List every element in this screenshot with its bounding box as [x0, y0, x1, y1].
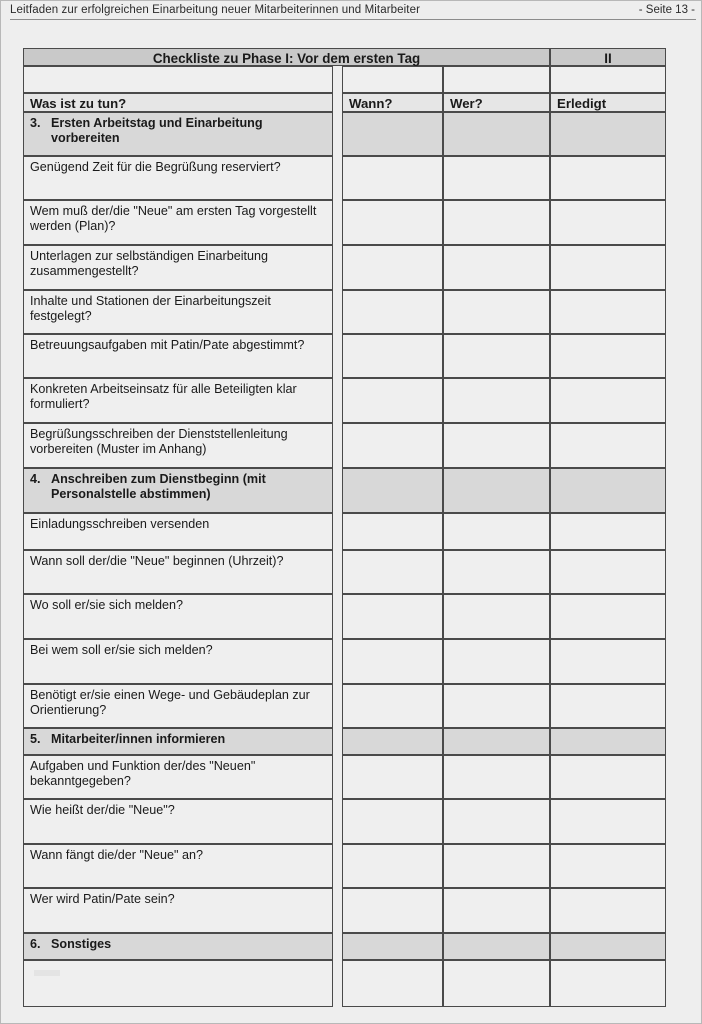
column-header-who-container	[443, 93, 550, 112]
entry-who-cell[interactable]	[443, 245, 550, 290]
task-cell	[23, 639, 333, 684]
table-row	[23, 200, 666, 245]
entry-who-cell[interactable]	[443, 423, 550, 468]
entry-when-cell-container	[342, 844, 443, 888]
table-row	[23, 684, 666, 728]
phase-marker-container	[550, 48, 666, 66]
entry-who-cell-container	[443, 290, 550, 334]
table-row	[23, 594, 666, 639]
section-when-cell-container	[342, 468, 443, 513]
entry-done-cell[interactable]	[550, 513, 666, 550]
entry-done-cell-container	[550, 156, 666, 200]
section-done-cell[interactable]	[550, 728, 666, 755]
checklist-table-container	[23, 48, 666, 1007]
section-who-cell-container	[443, 112, 550, 156]
entry-done-cell-container	[550, 378, 666, 423]
section-heading-cell-container	[23, 468, 333, 513]
entry-done-cell-container	[550, 245, 666, 290]
task-cell	[23, 200, 333, 245]
entry-who-cell-container	[443, 156, 550, 200]
section-row	[23, 468, 666, 513]
column-gap	[333, 594, 342, 639]
entry-who-cell[interactable]	[443, 334, 550, 378]
entry-who-cell-container	[443, 888, 550, 933]
task-cell-container	[23, 156, 333, 200]
checklist-title: Checkliste zu Phase I: Vor dem ersten Tag	[23, 48, 550, 66]
entry-done-cell-container	[550, 639, 666, 684]
entry-when-cell-container	[342, 550, 443, 594]
checklist-table	[23, 48, 666, 1007]
entry-when-cell-container	[342, 799, 443, 844]
entry-who-cell-container	[443, 844, 550, 888]
column-gap	[333, 684, 342, 728]
task-cell	[23, 290, 333, 334]
entry-who-cell[interactable]	[443, 639, 550, 684]
entry-who-cell[interactable]	[443, 513, 550, 550]
column-gap	[333, 513, 342, 550]
entry-done-cell[interactable]	[550, 156, 666, 200]
entry-done-cell-container	[550, 684, 666, 728]
entry-who-cell[interactable]	[443, 799, 550, 844]
task-cell	[23, 550, 333, 594]
section-row	[23, 933, 666, 960]
section-when-cell-container	[342, 728, 443, 755]
entry-who-cell[interactable]	[443, 200, 550, 245]
task-cell-container	[23, 550, 333, 594]
task-label: Wo soll er/sie sich melden?	[30, 598, 184, 612]
section-heading-cell	[23, 112, 333, 156]
section-label: Sonstiges	[51, 937, 112, 951]
section-who-cell[interactable]	[443, 112, 550, 156]
entry-when-cell-container	[342, 200, 443, 245]
entry-when-cell-container	[342, 423, 443, 468]
entry-done-cell-container	[550, 799, 666, 844]
section-number: 4.	[30, 472, 41, 486]
task-cell	[23, 423, 333, 468]
table-row	[23, 290, 666, 334]
column-gap	[333, 799, 342, 844]
column-header-when-container	[342, 93, 443, 112]
table-row	[23, 334, 666, 378]
entry-when-cell-container	[342, 156, 443, 200]
entry-when-cell[interactable]	[342, 156, 443, 200]
entry-when-cell-container	[342, 960, 443, 1007]
entry-when-cell-container	[342, 290, 443, 334]
entry-done-cell-container	[550, 423, 666, 468]
entry-when-cell[interactable]	[342, 550, 443, 594]
entry-done-cell-container	[550, 200, 666, 245]
column-gap	[333, 334, 342, 378]
entry-when-cell[interactable]	[342, 200, 443, 245]
column-gap	[333, 755, 342, 799]
section-done-cell-container	[550, 468, 666, 513]
section-who-cell[interactable]	[443, 468, 550, 513]
task-label: Wie heißt der/die "Neue"?	[30, 803, 175, 817]
task-cell	[23, 378, 333, 423]
section-heading-cell	[23, 728, 333, 755]
running-head-page-number: - Seite 13 -	[638, 4, 695, 16]
task-label: Bei wem soll er/sie sich melden?	[30, 643, 213, 657]
phase-marker: II	[550, 48, 666, 66]
section-who-cell[interactable]	[443, 933, 550, 960]
column-header-task: Was ist zu tun?	[23, 93, 333, 112]
entry-who-cell[interactable]	[443, 378, 550, 423]
column-gap	[333, 93, 342, 112]
task-cell-container	[23, 639, 333, 684]
section-when-cell[interactable]	[342, 933, 443, 960]
task-cell	[23, 156, 333, 200]
running-head	[10, 3, 696, 20]
section-heading-cell-container	[23, 933, 333, 960]
section-row	[23, 112, 666, 156]
task-cell-container	[23, 513, 333, 550]
task-cell	[23, 960, 333, 1007]
section-label: Mitarbeiter/innen informieren	[51, 732, 226, 746]
column-gap	[333, 728, 342, 755]
entry-done-cell[interactable]	[550, 888, 666, 933]
entry-who-cell-container	[443, 594, 550, 639]
task-cell-container	[23, 245, 333, 290]
section-done-cell[interactable]	[550, 468, 666, 513]
section-who-cell-container	[443, 933, 550, 960]
task-cell-container	[23, 888, 333, 933]
task-cell	[23, 684, 333, 728]
section-done-cell-container	[550, 728, 666, 755]
entry-when-cell-container	[342, 378, 443, 423]
entry-done-cell-container	[550, 290, 666, 334]
entry-who-cell-container	[443, 245, 550, 290]
running-head-title: Leitfaden zur erfolgreichen Einarbeitung neuer Mitarbeiterinnen und Mitarbeiter	[10, 4, 421, 16]
task-label: Aufgaben und Funktion der/des "Neuen" bekanntgegeben?	[30, 759, 256, 789]
table-header-row	[23, 93, 666, 112]
entry-who-cell-container	[443, 334, 550, 378]
task-label: Inhalte und Stationen der Einarbeitungszeit festgelegt?	[30, 294, 271, 324]
table-row	[23, 639, 666, 684]
section-done-cell[interactable]	[550, 933, 666, 960]
blank-cell-when-container	[342, 66, 443, 93]
entry-who-cell-container	[443, 378, 550, 423]
entry-when-cell-container	[342, 684, 443, 728]
entry-when-cell[interactable]	[342, 960, 443, 1007]
section-heading-cell-container	[23, 112, 333, 156]
column-gap	[333, 960, 342, 1007]
entry-done-cell[interactable]	[550, 594, 666, 639]
entry-when-cell[interactable]	[342, 378, 443, 423]
entry-who-cell-container	[443, 755, 550, 799]
task-cell	[23, 844, 333, 888]
task-cell-container	[23, 378, 333, 423]
task-cell-container	[23, 290, 333, 334]
table-row	[23, 423, 666, 468]
table-row	[23, 888, 666, 933]
column-gap	[333, 200, 342, 245]
task-cell-container	[23, 799, 333, 844]
entry-when-cell[interactable]	[342, 594, 443, 639]
column-gap	[333, 112, 342, 156]
table-blank-row	[23, 66, 666, 93]
entry-who-cell[interactable]	[443, 550, 550, 594]
entry-when-cell-container	[342, 245, 443, 290]
column-gap	[333, 844, 342, 888]
task-label: Betreuungsaufgaben mit Patin/Pate abgestimmt?	[30, 338, 305, 352]
entry-done-cell[interactable]	[550, 639, 666, 684]
entry-who-cell[interactable]	[443, 888, 550, 933]
section-when-cell-container	[342, 933, 443, 960]
task-label: Wann fängt die/der "Neue" an?	[30, 848, 204, 862]
entry-when-cell-container	[342, 334, 443, 378]
task-cell-container	[23, 684, 333, 728]
column-gap	[333, 639, 342, 684]
blank-cell-who[interactable]	[443, 66, 550, 93]
entry-when-cell[interactable]	[342, 888, 443, 933]
entry-who-cell-container	[443, 200, 550, 245]
column-header-who: Wer?	[443, 93, 550, 112]
section-when-cell[interactable]	[342, 468, 443, 513]
task-cell	[23, 888, 333, 933]
entry-who-cell-container	[443, 423, 550, 468]
section-heading-cell	[23, 933, 333, 960]
entry-who-cell[interactable]	[443, 156, 550, 200]
entry-when-cell-container	[342, 594, 443, 639]
column-gap	[333, 66, 342, 93]
task-label: Einladungsschreiben versenden	[30, 517, 210, 531]
table-title-row	[23, 48, 666, 66]
table-row	[23, 378, 666, 423]
section-heading-cell	[23, 468, 333, 513]
entry-when-cell[interactable]	[342, 513, 443, 550]
column-gap	[333, 550, 342, 594]
entry-done-cell-container	[550, 550, 666, 594]
entry-done-cell-container	[550, 755, 666, 799]
entry-done-cell-container	[550, 513, 666, 550]
section-label: Ersten Arbeitstag und Einarbeitung vorbereiten	[51, 116, 263, 146]
section-who-cell-container	[443, 728, 550, 755]
section-who-cell-container	[443, 468, 550, 513]
entry-done-cell[interactable]	[550, 755, 666, 799]
section-row	[23, 728, 666, 755]
column-gap	[333, 378, 342, 423]
entry-when-cell[interactable]	[342, 639, 443, 684]
section-when-cell-container	[342, 112, 443, 156]
section-done-cell[interactable]	[550, 112, 666, 156]
task-label: Unterlagen zur selbständigen Einarbeitung zusammengestellt?	[30, 249, 269, 279]
table-row	[23, 799, 666, 844]
column-header-done: Erledigt	[550, 93, 666, 112]
entry-who-cell-container	[443, 550, 550, 594]
entry-done-cell-container	[550, 960, 666, 1007]
column-header-done-container	[550, 93, 666, 112]
entry-when-cell-container	[342, 888, 443, 933]
task-label: Wem muß der/die "Neue" am ersten Tag vorgestellt werden (Plan)?	[30, 204, 317, 234]
task-label: Wer wird Patin/Pate sein?	[30, 892, 175, 906]
task-cell	[23, 799, 333, 844]
entry-done-cell[interactable]	[550, 844, 666, 888]
task-cell-container	[23, 423, 333, 468]
task-cell	[23, 594, 333, 639]
task-cell	[23, 334, 333, 378]
entry-when-cell-container	[342, 513, 443, 550]
entry-done-cell[interactable]	[550, 423, 666, 468]
entry-when-cell-container	[342, 639, 443, 684]
blank-cell-done-container	[550, 66, 666, 93]
table-row	[23, 245, 666, 290]
task-cell-container	[23, 755, 333, 799]
table-row	[23, 156, 666, 200]
blank-cell-task	[23, 66, 333, 93]
table-row	[23, 513, 666, 550]
section-when-cell[interactable]	[342, 112, 443, 156]
entry-done-cell[interactable]	[550, 378, 666, 423]
entry-when-cell-container	[342, 755, 443, 799]
column-gap	[333, 156, 342, 200]
blank-cell-who-container	[443, 66, 550, 93]
entry-when-cell[interactable]	[342, 290, 443, 334]
task-label: Begrüßungsschreiben der Dienststellenleitung vorbereiten (Muster im Anhang)	[30, 427, 288, 457]
column-gap	[333, 245, 342, 290]
section-done-cell-container	[550, 112, 666, 156]
section-number: 3.	[30, 116, 41, 130]
entry-done-cell[interactable]	[550, 960, 666, 1007]
entry-when-cell[interactable]	[342, 799, 443, 844]
entry-when-cell[interactable]	[342, 334, 443, 378]
column-gap	[333, 933, 342, 960]
task-label: Genügend Zeit für die Begrüßung reserviert?	[30, 160, 281, 174]
task-cell	[23, 245, 333, 290]
entry-done-cell-container	[550, 334, 666, 378]
entry-done-cell[interactable]	[550, 550, 666, 594]
task-cell-container	[23, 594, 333, 639]
entry-done-cell-container	[550, 844, 666, 888]
task-cell-container	[23, 200, 333, 245]
entry-who-cell[interactable]	[443, 960, 550, 1007]
entry-done-cell-container	[550, 888, 666, 933]
entry-who-cell-container	[443, 960, 550, 1007]
section-heading-cell-container	[23, 728, 333, 755]
scan-artifact	[34, 970, 60, 976]
table-row	[23, 550, 666, 594]
entry-who-cell-container	[443, 639, 550, 684]
column-header-task-container	[23, 93, 333, 112]
task-label: Benötigt er/sie einen Wege- und Gebäudeplan zur Orientierung?	[30, 688, 310, 718]
entry-when-cell[interactable]	[342, 245, 443, 290]
task-cell-container	[23, 334, 333, 378]
entry-done-cell[interactable]	[550, 799, 666, 844]
entry-done-cell-container	[550, 594, 666, 639]
blank-cell-done[interactable]	[550, 66, 666, 93]
task-cell-container	[23, 844, 333, 888]
checklist-title-container	[23, 48, 550, 66]
table-row	[23, 844, 666, 888]
blank-cell-task-container	[23, 66, 333, 93]
column-header-when: Wann?	[342, 93, 443, 112]
entry-who-cell[interactable]	[443, 594, 550, 639]
task-label: Konkreten Arbeitseinsatz für alle Beteiligten klar formuliert?	[30, 382, 297, 412]
table-row	[23, 755, 666, 799]
blank-cell-when[interactable]	[342, 66, 443, 93]
entry-who-cell-container	[443, 799, 550, 844]
entry-who-cell[interactable]	[443, 755, 550, 799]
entry-who-cell-container	[443, 684, 550, 728]
section-done-cell-container	[550, 933, 666, 960]
entry-when-cell[interactable]	[342, 423, 443, 468]
task-cell-container	[23, 960, 333, 1007]
section-number: 6.	[30, 937, 41, 951]
column-gap	[333, 468, 342, 513]
entry-done-cell[interactable]	[550, 290, 666, 334]
column-gap	[333, 888, 342, 933]
entry-who-cell[interactable]	[443, 684, 550, 728]
task-label: Wann soll der/die "Neue" beginnen (Uhrzeit)?	[30, 554, 284, 568]
entry-who-cell[interactable]	[443, 844, 550, 888]
entry-who-cell[interactable]	[443, 290, 550, 334]
task-cell	[23, 513, 333, 550]
checklist-table-body	[23, 48, 666, 1007]
entry-done-cell[interactable]	[550, 334, 666, 378]
task-cell	[23, 755, 333, 799]
column-gap	[333, 423, 342, 468]
section-when-cell[interactable]	[342, 728, 443, 755]
entry-when-cell[interactable]	[342, 684, 443, 728]
column-gap	[333, 290, 342, 334]
entry-when-cell[interactable]	[342, 755, 443, 799]
entry-who-cell-container	[443, 513, 550, 550]
entry-done-cell[interactable]	[550, 200, 666, 245]
entry-done-cell[interactable]	[550, 684, 666, 728]
entry-done-cell[interactable]	[550, 245, 666, 290]
entry-when-cell[interactable]	[342, 844, 443, 888]
table-row	[23, 960, 666, 1007]
section-who-cell[interactable]	[443, 728, 550, 755]
section-label: Anschreiben zum Dienstbeginn (mit Personalstelle abstimmen)	[51, 472, 266, 502]
section-number: 5.	[30, 732, 41, 746]
